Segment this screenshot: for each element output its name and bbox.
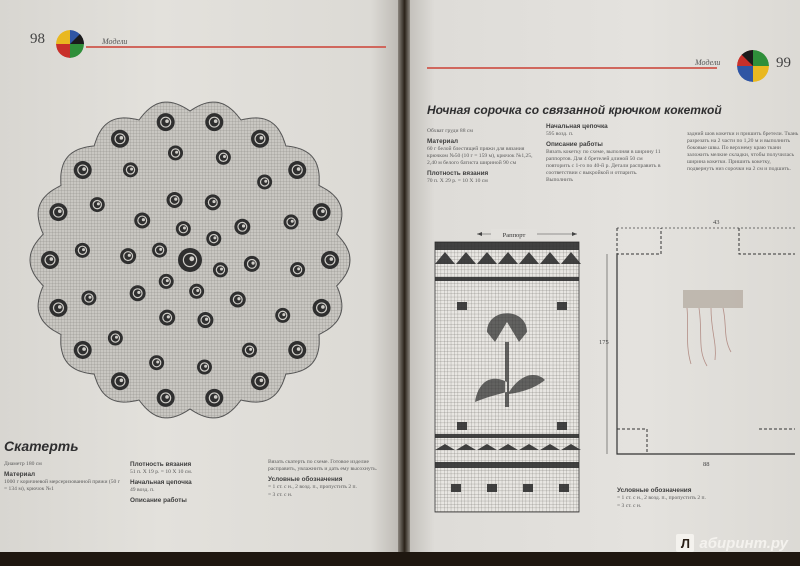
- nightgown-col-3: [687, 130, 799, 173]
- rose-motif: [108, 331, 123, 346]
- pattern-dim-bottom: 88: [703, 461, 710, 468]
- rose-motif: [290, 262, 305, 277]
- rose-motif: [251, 130, 269, 148]
- repeat-label: Раппорт: [502, 232, 526, 239]
- yoke-chart: [427, 222, 587, 517]
- rose-motif: [284, 215, 299, 230]
- rose-motif: [275, 308, 290, 323]
- rose-motif: [206, 231, 221, 246]
- palette-logo-icon: [737, 50, 769, 82]
- rose-motif: [134, 212, 150, 228]
- rose-motif: [313, 299, 331, 317]
- rose-motif: [244, 256, 260, 272]
- nightgown-material-text: 60 г белой блестящей пряжи для вязания крючком №50 (10 г = 159 м), крючок №1,25, 2,40 м белого батиста шириной 90 см: [427, 146, 533, 166]
- tablecloth-material-heading: Материал: [4, 471, 36, 478]
- page-number-right: 99: [776, 55, 791, 71]
- tablecloth-chain-text: 49 возд. п.: [130, 487, 155, 493]
- rose-motif: [149, 355, 164, 370]
- tablecloth-legend-heading: Условные обозначения: [268, 476, 343, 483]
- rose-motif: [159, 274, 174, 289]
- tablecloth-gauge-heading: Плотность вязания: [130, 461, 192, 468]
- rose-motif: [157, 389, 175, 407]
- nightgown-title: Ночная сорочка со связанной крючком кокеткой: [427, 103, 722, 117]
- book-spine: [398, 0, 410, 566]
- rose-motif: [321, 251, 339, 269]
- rose-motif: [41, 251, 59, 269]
- rose-motif: [130, 285, 146, 301]
- nightgown-instructions-cont: задний шов кокетки и пришить бретели. Ткань разрезать на 2 части по 1,20 м и выполнить боковые швы. По верхнему краю ткани заложить мелкие складки, чтобы получилась ширина кокетки. Пришить кокетку, подвернуть низ сорочки на 2 см и подшить.: [687, 131, 799, 172]
- rose-motif: [81, 290, 96, 305]
- rose-motif: [74, 341, 92, 359]
- rose-motif: [205, 194, 221, 210]
- tablecloth-chart: [10, 88, 370, 438]
- rose-motif: [288, 161, 306, 179]
- right-page: [403, 0, 800, 566]
- rose-motif: [189, 284, 204, 299]
- header-rule-right: [427, 67, 717, 69]
- rose-motif: [197, 312, 213, 328]
- rose-motif: [49, 203, 67, 221]
- nightgown-legend-heading: Условные обозначения: [617, 487, 692, 494]
- tablecloth-col-1: [4, 460, 122, 493]
- nightgown-chain-heading: Начальная цепочка: [546, 123, 608, 130]
- rose-motif: [159, 310, 175, 326]
- rose-motif: [176, 221, 191, 236]
- book-bottom-edge: [0, 552, 800, 566]
- tablecloth-chain-heading: Начальная цепочка: [130, 479, 192, 486]
- rose-motif: [90, 197, 105, 212]
- rose-motif: [213, 262, 228, 277]
- rose-motif: [75, 243, 90, 258]
- palette-logo-icon: [56, 30, 84, 58]
- rose-motif: [111, 130, 129, 148]
- nightgown-legend-1: = 1 ст. с н., 2 возд. п., пропустить 2 п.: [617, 495, 706, 501]
- rose-motif: [216, 150, 231, 165]
- nightgown-legend-2: = 3 ст. с н.: [617, 503, 642, 509]
- tablecloth-size: Диаметр 180 см: [4, 461, 42, 467]
- nightgown-size: Обхват груди 88 см: [427, 128, 473, 134]
- nightgown-gauge-heading: Плотность вязания: [427, 170, 489, 177]
- tablecloth-instructions: Вязать скатерть по схеме. Готовое изделие расправить, увлажнить и дать ему высохнуть.: [268, 459, 378, 472]
- nightgown-work-text: Вязать кокетку по схеме, выполняя в ширину 11 раппортов. Для 4 бретелей длиной 50 см повторить с 1-го по 40-й р. Детали расправить в соответствии с выкройкой и отпарить. Выполнить: [546, 149, 661, 183]
- rose-motif: [234, 219, 250, 235]
- nightgown-col-2: [546, 120, 664, 184]
- header-title-right: Модели: [695, 58, 721, 67]
- tablecloth-gauge-text: 51 п. Х 19 р. = 10 Х 10 см.: [130, 469, 193, 475]
- watermark-text: абиринт.ру: [699, 534, 788, 552]
- nightgown-legend: [617, 484, 767, 510]
- nightgown-work-heading: Описание работы: [546, 141, 603, 148]
- sewing-pattern: [599, 214, 800, 476]
- rose-motif: [167, 192, 183, 208]
- rose-motif: [257, 174, 272, 189]
- tablecloth-title: Скатерть: [4, 438, 79, 454]
- rose-motif: [111, 372, 129, 390]
- pattern-dim-top: 43: [713, 219, 720, 226]
- rose-motif: [288, 341, 306, 359]
- labirint-watermark: [676, 534, 788, 552]
- header-rule-left: [86, 46, 386, 48]
- rose-motif: [168, 145, 183, 160]
- tablecloth-legend-1: = 1 ст. с н., 2 возд. п., пропустить 2 п.: [268, 484, 357, 490]
- header-title-left: Модели: [102, 37, 128, 46]
- rose-motif: [205, 389, 223, 407]
- rose-motif: [197, 360, 212, 375]
- rose-motif: [49, 299, 67, 317]
- rose-motif: [123, 162, 138, 177]
- rose-motif: [205, 113, 223, 131]
- tablecloth-work-heading: Описание работы: [130, 497, 187, 504]
- rose-motif: [251, 372, 269, 390]
- watermark-logo-letter: Л: [676, 534, 694, 552]
- rose-motif: [120, 248, 136, 264]
- nightgown-material-heading: Материал: [427, 138, 459, 145]
- tablecloth-col-3: [268, 458, 388, 499]
- nightgown-chain-text: 595 возд. п.: [546, 131, 574, 137]
- page-number-left: 98: [30, 31, 45, 47]
- rose-motif: [157, 113, 175, 131]
- rose-motif: [242, 343, 257, 358]
- nightgown-col-1: [427, 127, 539, 185]
- tablecloth-legend-2: = 3 ст. с н.: [268, 492, 293, 498]
- rose-motif: [152, 243, 167, 258]
- rose-motif: [313, 203, 331, 221]
- nightgown-gauge-text: 70 п. Х 29 р. = 10 Х 10 см: [427, 178, 488, 184]
- pattern-dim-side: 175: [599, 339, 609, 346]
- tablecloth-material-text: 1000 г коричневой мерсеризованной пряжи (50 г = 134 м), крючок №1: [4, 479, 120, 492]
- rose-motif: [230, 292, 246, 308]
- rose-motif: [74, 161, 92, 179]
- rose-motif: [178, 248, 202, 272]
- tablecloth-col-2: [130, 458, 250, 504]
